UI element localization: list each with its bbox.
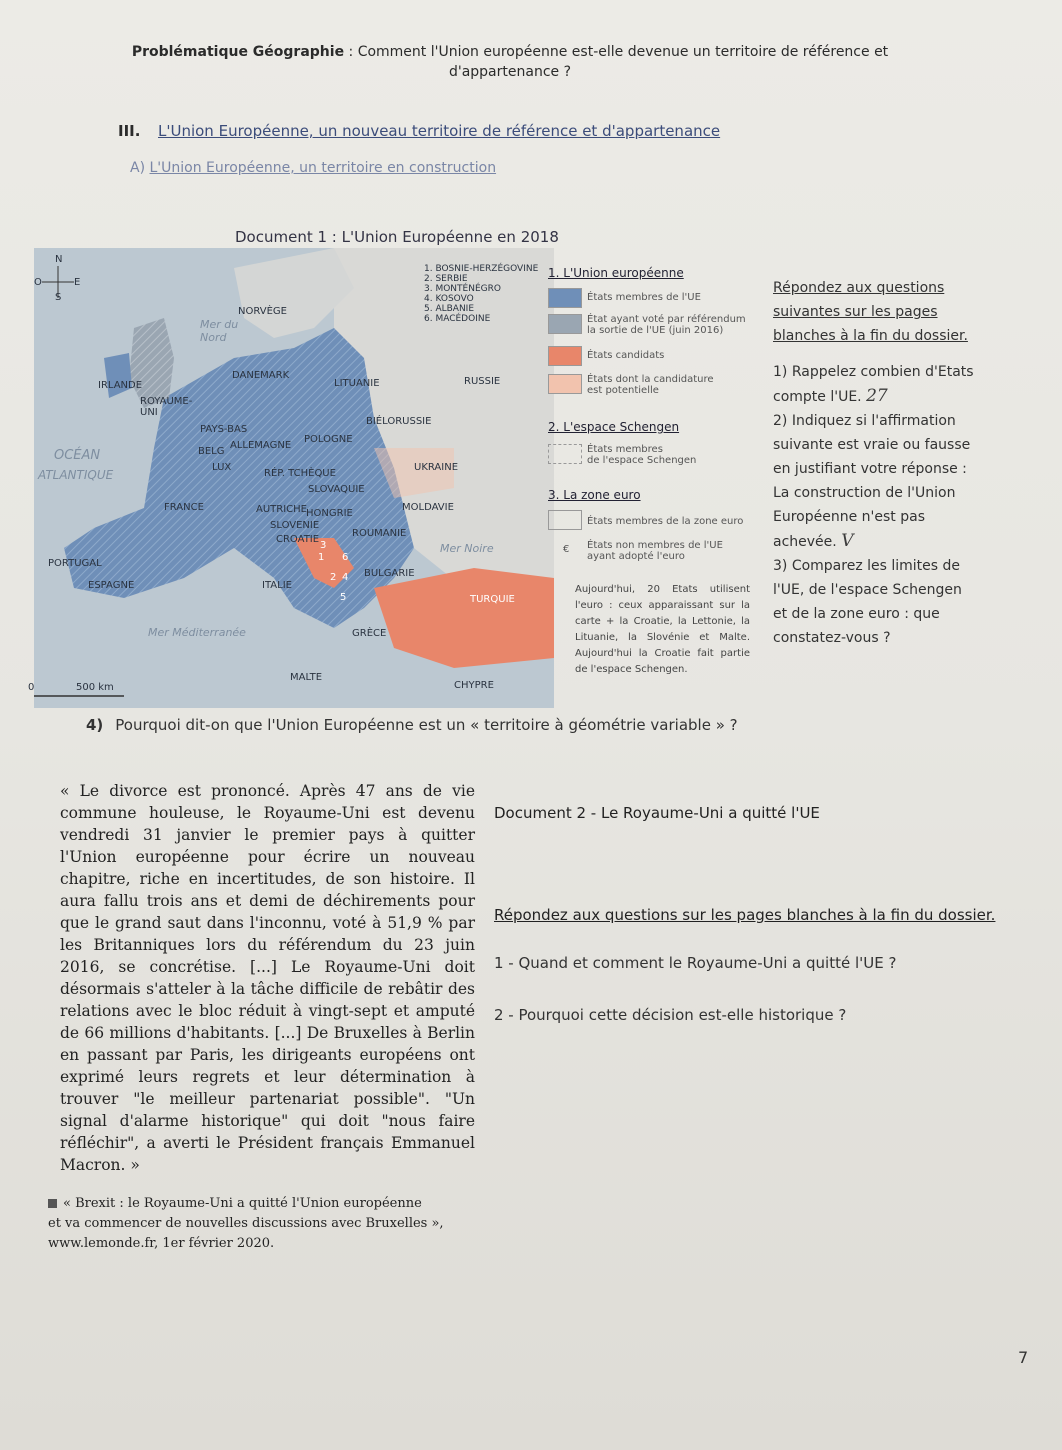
subsection-title: L'Union Européenne, un territoire en construction	[149, 160, 497, 176]
label-espagne: ESPAGNE	[88, 580, 135, 591]
problematique-text: : Comment l'Union européenne est-elle devenue un territoire de référence et d'appartenance ?	[344, 44, 889, 80]
legend-heading-schengen: 2. L'espace Schengen	[548, 420, 680, 434]
balkans-item: 6. MACÉDOINE	[424, 314, 491, 324]
compass-s: S	[55, 292, 62, 303]
label-france: FRANCE	[164, 502, 204, 513]
article-text: « Le divorce est prononcé. Après 47 ans de vie commune houleuse, le Royaume-Uni est devenu vendredi 31 janvier le premier pays à quitter l'Union européenne pour écrire un nouveau chapitre, riche en incertitudes, de son histoire. Il aura fallu trois ans et demi de déchirements pour que le grand saut dans l'inconnu, voté à 51,9 % par les Britanniques lors du référendum du 23 juin 2016, se concrétise. [...] Le Royaume-Uni doit désormais s'atteler à la tâche difficile de rebâtir des relations avec le bloc réduit à vingt-sept et amputé de 66 millions d'habitants. [...] De Bruxelles à Berlin en passant par Paris, les dirigeants européens ont exprimé leurs regrets et leur détermination à trouver "le meilleur partenariat possible". "Un signal d'alarme historique" qui doit "nous faire réfléchir", a averti le Président français Emmanuel Macron. »	[60, 782, 475, 1174]
label-n2: 2	[330, 572, 337, 583]
source-line-3: www.lemonde.fr, 1er février 2020.	[48, 1236, 275, 1251]
swatch-potential	[548, 374, 582, 394]
compass-o: O	[34, 277, 42, 288]
label-lux: LUX	[212, 462, 232, 473]
label-ukraine: UKRAINE	[414, 462, 459, 473]
question-2	[773, 409, 978, 554]
label-danemark: DANEMARK	[232, 370, 290, 381]
legend-schengen-2: de l'espace Schengen	[587, 455, 697, 466]
legend-ue-members: États membres de l'UE	[587, 292, 701, 303]
legend-euro-nonmembers-1: États non membres de l'UE	[587, 540, 723, 551]
section-title: L'Union Européenne, un nouveau territoire de référence et d'appartenance	[158, 122, 721, 140]
legend-heading-ue: 1. L'Union européenne	[548, 266, 684, 280]
united-kingdom	[129, 318, 174, 408]
problematique	[120, 42, 900, 82]
label-bulgarie: BULGARIE	[364, 568, 415, 579]
document1-title: Document 1 : L'Union Européenne en 2018	[235, 228, 559, 246]
label-russie: RUSSIE	[464, 376, 501, 387]
label-n3: 3	[320, 540, 327, 551]
document2-title: Document 2 - Le Royaume-Uni a quitté l'UE	[494, 804, 820, 822]
compass-n: N	[55, 254, 63, 265]
legend-schengen-1: États membres	[587, 444, 663, 455]
label-mer-noire: Mer Noire	[440, 542, 494, 555]
questions-intro: Répondez aux questions suivantes sur les pages blanches à la fin du dossier.	[773, 280, 968, 344]
source-line-2: et va commencer de nouvelles discussions avec Bruxelles »,	[48, 1216, 444, 1231]
compass-e: E	[74, 277, 81, 288]
label-italie: ITALIE	[262, 580, 292, 591]
document2-question-2: 2 - Pourquoi cette décision est-elle historique ?	[494, 1006, 847, 1024]
swatch-schengen	[548, 444, 582, 464]
label-norvege: NORVÈGE	[238, 306, 287, 317]
label-atlantique: ATLANTIQUE	[38, 468, 114, 482]
question-1	[773, 360, 978, 409]
ireland	[104, 353, 132, 398]
legend-brexit-1: État ayant voté par référendum	[587, 314, 746, 325]
legend-potential-1: États dont la candidature	[587, 374, 714, 385]
question-2-text: 2) Indiquez si l'affirmation suivante est vraie ou fausse en justifiant votre réponse : La construction de l'Union Européenne n'est pas achevée.	[773, 413, 971, 550]
page-number: 7	[1018, 1348, 1029, 1367]
label-mer-mediterranee: Mer Méditerranée	[148, 626, 246, 639]
label-mer-du-nord: Mer du Nord	[200, 318, 239, 344]
label-slovenie: SLOVENIE	[270, 520, 320, 531]
swatch-ue-members	[548, 288, 582, 308]
article-source	[48, 1194, 468, 1254]
label-n5: 5	[340, 592, 347, 603]
section-heading	[118, 122, 720, 140]
balkans-item: 2. SERBIE	[424, 274, 468, 284]
question-2-answer: V	[841, 531, 854, 551]
label-n6: 6	[342, 552, 349, 563]
source-title: « Brexit : le Royaume-Uni a quitté l'Union européenne	[63, 1196, 422, 1211]
label-n1: 1	[318, 552, 325, 563]
label-n4: 4	[342, 572, 349, 583]
section-number: III.	[118, 122, 141, 140]
label-pologne: POLOGNE	[304, 434, 353, 445]
legend-brexit-2: la sortie de l'UE (juin 2016)	[587, 325, 724, 336]
label-allemagne: ALLEMAGNE	[230, 440, 292, 451]
label-pays-bas: PAYS-BAS	[200, 424, 248, 435]
balkans-item: 1. BOSNIE-HERZÉGOVINE	[424, 264, 539, 274]
legend-euro-nonmembers-2: ayant adopté l'euro	[587, 551, 685, 562]
swatch-brexit	[548, 314, 582, 334]
problematique-label: Problématique Géographie	[131, 44, 345, 60]
question-4-number: 4)	[86, 716, 104, 734]
subsection-heading	[130, 160, 496, 176]
label-belg: BELG	[198, 446, 225, 457]
euro-icon: €	[563, 544, 570, 555]
label-irlande: IRLANDE	[98, 380, 143, 391]
label-ocean: OCÉAN	[54, 448, 101, 463]
label-hongrie: HONGRIE	[306, 508, 353, 519]
label-rep-tcheque: RÉP. TCHÈQUE	[264, 468, 336, 479]
legend-euro-members: États membres de la zone euro	[587, 516, 744, 527]
turkey	[374, 568, 554, 668]
label-croatie: CROATIE	[276, 534, 320, 545]
label-roumanie: ROUMANIE	[352, 528, 407, 539]
label-turquie: TURQUIE	[470, 594, 515, 605]
label-moldavie: MOLDAVIE	[402, 502, 454, 513]
bullet-icon	[48, 1199, 57, 1208]
source-line-1	[48, 1194, 468, 1214]
label-royaume-uni: ROYAUME-UNI	[140, 396, 193, 418]
balkans-item: 4. KOSOVO	[424, 294, 474, 304]
label-bielorussie: BIÉLORUSSIE	[366, 416, 432, 427]
euro-note: Aujourd'hui, 20 Etats utilisent l'euro : ceux apparaissant sur la carte + la Croatie, la Lettonie, la Lituanie, la Slovénie et Malte. Aujourd'hui la Croatie fait partie de l'espace Schengen.	[575, 584, 750, 675]
balkans-item: 5. ALBANIE	[424, 304, 475, 314]
legend-candidates: États candidats	[587, 350, 665, 361]
document2-question-1: 1 - Quand et comment le Royaume-Uni a quitté l'UE ?	[494, 954, 897, 972]
scale-label: 500 km	[76, 682, 114, 693]
question-4	[86, 716, 738, 734]
label-malte: MALTE	[290, 672, 323, 683]
question-1-answer: 27	[866, 386, 888, 406]
label-grece: GRÈCE	[352, 628, 387, 639]
label-autriche: AUTRICHE	[256, 504, 307, 515]
balkans-list	[424, 264, 538, 324]
balkans-item: 3. MONTÉNÉGRO	[424, 284, 501, 294]
question-1-text: 1) Rappelez combien d'Etats compte l'UE.	[773, 364, 974, 405]
eu-map	[28, 248, 554, 708]
document2-instructions: Répondez aux questions sur les pages blanches à la fin du dossier.	[494, 906, 996, 924]
label-slovaquie: SLOVAQUIE	[308, 484, 365, 495]
subsection-number: A)	[130, 160, 146, 176]
scale-zero: 0	[28, 682, 35, 693]
legend-heading-euro: 3. La zone euro	[548, 488, 641, 502]
label-portugal: PORTUGAL	[48, 558, 102, 569]
swatch-euro-members	[548, 510, 582, 530]
label-chypre: CHYPRE	[454, 680, 494, 691]
swatch-candidates	[548, 346, 582, 366]
label-lituanie: LITUANIE	[334, 378, 380, 389]
questions-doc1	[773, 276, 978, 650]
question-4-text: Pourquoi dit-on que l'Union Européenne est un « territoire à géométrie variable » ?	[115, 716, 738, 734]
question-3: 3) Comparez les limites de l'UE, de l'espace Schengen et de la zone euro : que constatez-vous ?	[773, 558, 962, 646]
legend-potential-2: est potentielle	[587, 385, 659, 396]
